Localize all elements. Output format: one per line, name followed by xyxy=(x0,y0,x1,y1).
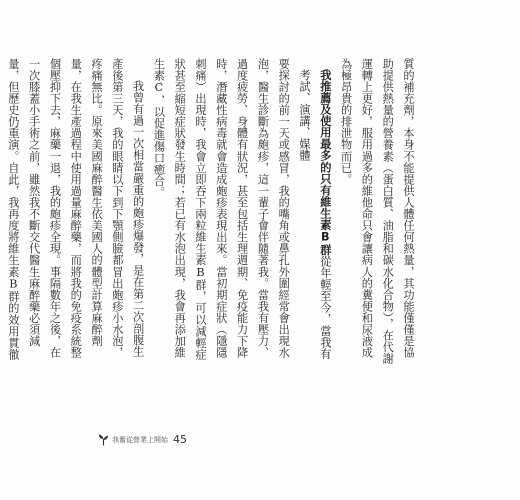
book-title: 我奮從營業上開始 xyxy=(112,435,168,444)
paragraph-2: 要探討的前一天或感冒，我的嘴角或鼻孔外圍經常會出現水泡，醫生診斷為皰疹，這一輩子會伴隨著我。當我有壓力、過度疲勞、身體有狀況，甚至包括生理週期、免疫能力下降時，潛藏性病毒就會造成皰疹表現出來。當初期症狀（隱隱刺痛）出現時，我會立即吞下兩粒維生素B群，可以減輕症狀甚至縮短症狀發生時間；若已有水泡出現，我會再添加維生素C，以促進傷口癒合。 xyxy=(152,58,291,361)
paragraph-3: 我曾有過一次相當嚴重的皰疹爆發，是在第二次剖腹生產後第三天，我的眼睛以下到下顎側臉都冒出皰疹小水泡，疼痛無比。原來美國麻醉醫生依美國人的體型計算麻醉劑量，在我生產過程中使用過量麻醉藥，而將我的免疫系統整個壓抑下去，麻藥一退，我的皰疹全現。事隔數年之後，在一次膝蓋小手術之前，雖然我不斷交代醫生麻醉藥必須減量，但歷史仍重演。自此，我再度將維生素B群的效用貫徹 xyxy=(6,58,145,361)
page-number: 45 xyxy=(173,433,187,446)
page-footer xyxy=(98,433,187,446)
vertical-text-block xyxy=(6,58,418,366)
paragraph-1: 質的補充劑，本身不能提供人體任何熱量，其功能僅僅是協助提供熱量的營養素（蛋白質、油脂和碳水化合物），在代謝運轉上更好，服用過多的維他命只會讓病人的糞便和尿液成為極昂貴的排泄物而已。 xyxy=(339,58,415,365)
section-heading xyxy=(293,58,335,366)
sprout-logo-icon xyxy=(98,433,109,446)
heading-lead-text: 從年輕至今，當我有考試、演講、媒體 xyxy=(298,69,332,360)
heading-text: 我推薦及使用最多的只有維生素B群 xyxy=(318,69,332,256)
